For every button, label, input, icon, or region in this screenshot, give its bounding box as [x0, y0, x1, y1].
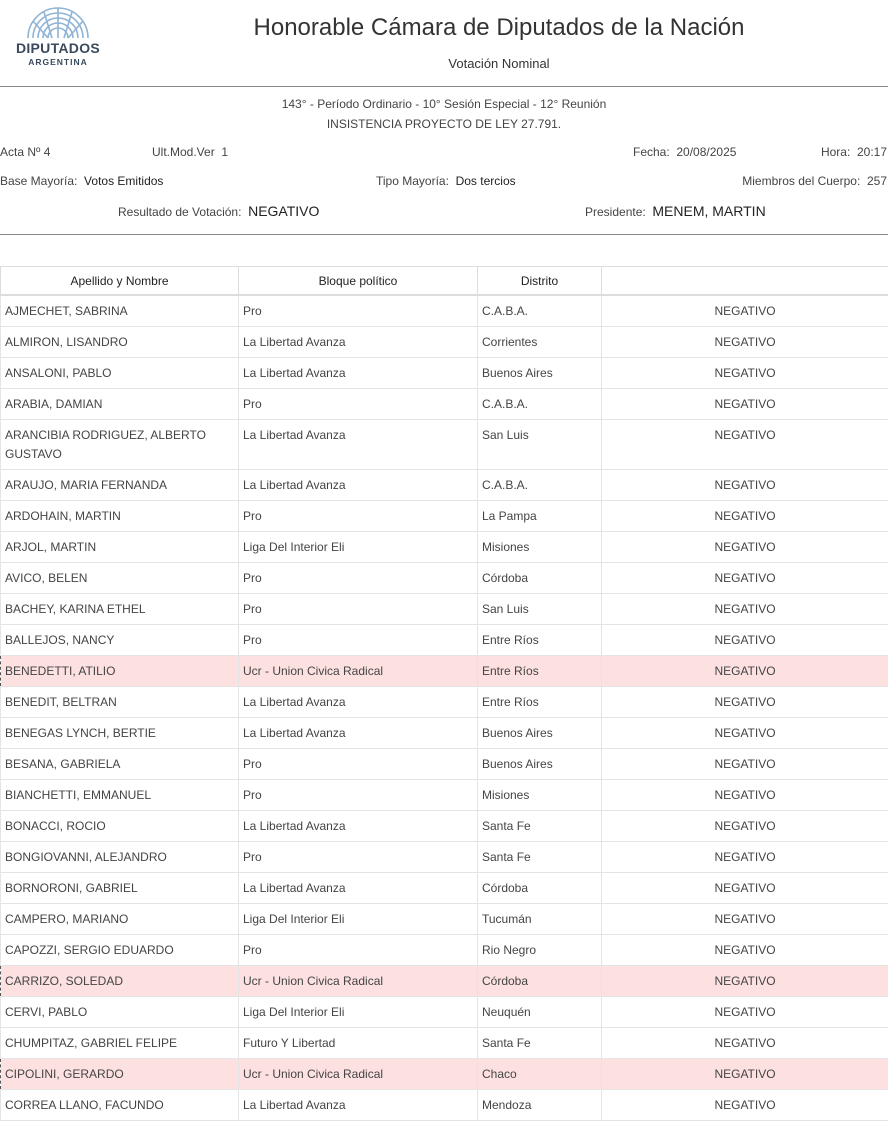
cell-distrito: San Luis: [478, 420, 602, 470]
cell-distrito: Buenos Aires: [478, 749, 602, 780]
cell-bloque: Pro: [239, 935, 478, 966]
cell-distrito: Chaco: [478, 1059, 602, 1090]
cell-bloque: Liga Del Interior Eli: [239, 904, 478, 935]
cell-distrito: C.A.B.A.: [478, 389, 602, 420]
cell-distrito: Tucumán: [478, 904, 602, 935]
table-row: [1, 295, 888, 327]
tipo-mayoria: [376, 174, 516, 188]
cell-distrito: Entre Ríos: [478, 625, 602, 656]
table-row: [1, 389, 888, 420]
presidente-value: MENEM, MARTIN: [652, 203, 765, 219]
tipo-mayoria-label: Tipo Mayoría:: [376, 174, 449, 188]
cell-distrito: Rio Negro: [478, 935, 602, 966]
cell-nombre: AJMECHET, SABRINA: [1, 295, 239, 327]
table-row: [1, 873, 888, 904]
cell-bloque: La Libertad Avanza: [239, 811, 478, 842]
cell-voto: NEGATIVO: [602, 656, 888, 687]
cell-voto: NEGATIVO: [602, 532, 888, 563]
cell-nombre: ALMIRON, LISANDRO: [1, 327, 239, 358]
table-row: [1, 904, 888, 935]
cell-nombre: CIPOLINI, GERARDO: [1, 1059, 239, 1090]
presidente: [585, 203, 766, 219]
tipo-mayoria-value: Dos tercios: [456, 174, 516, 188]
cell-nombre: BACHEY, KARINA ETHEL: [1, 594, 239, 625]
table-header-row: [1, 267, 888, 296]
cell-bloque: Ucr - Union Civica Radical: [239, 656, 478, 687]
cell-bloque: Pro: [239, 594, 478, 625]
cell-voto: NEGATIVO: [602, 1090, 888, 1121]
meta-divider: [0, 234, 888, 235]
base-mayoria: [0, 174, 163, 188]
cell-voto: NEGATIVO: [602, 295, 888, 327]
table-row: [1, 997, 888, 1028]
miembros-value: 257: [867, 174, 887, 188]
cell-voto: NEGATIVO: [602, 625, 888, 656]
logo-text-diputados: DIPUTADOS: [14, 40, 102, 56]
header-divider: [0, 86, 888, 87]
table-row: [1, 501, 888, 532]
table-row: [1, 1059, 888, 1090]
cell-voto: NEGATIVO: [602, 780, 888, 811]
cell-distrito: La Pampa: [478, 501, 602, 532]
fecha-label: Fecha:: [633, 145, 670, 159]
hora: [821, 145, 887, 159]
cell-voto: NEGATIVO: [602, 873, 888, 904]
table-row: [1, 687, 888, 718]
table-row: [1, 470, 888, 501]
cell-distrito: C.A.B.A.: [478, 295, 602, 327]
table-row: [1, 594, 888, 625]
header-distrito: Distrito: [478, 267, 602, 296]
cell-distrito: Mendoza: [478, 1090, 602, 1121]
cell-voto: NEGATIVO: [602, 470, 888, 501]
base-mayoria-label: Base Mayoría:: [0, 174, 77, 188]
miembros-cuerpo: [742, 174, 887, 188]
page-title: Honorable Cámara de Diputados de la Nación: [110, 14, 888, 42]
table-row: [1, 358, 888, 389]
cell-voto: NEGATIVO: [602, 966, 888, 997]
table-row: [1, 966, 888, 997]
miembros-label: Miembros del Cuerpo:: [742, 174, 860, 188]
table-row: [1, 1090, 888, 1121]
cell-nombre: BENEDETTI, ATILIO: [1, 656, 239, 687]
table-row: [1, 327, 888, 358]
resultado-value: NEGATIVO: [248, 203, 319, 219]
cell-bloque: Pro: [239, 625, 478, 656]
cell-distrito: C.A.B.A.: [478, 470, 602, 501]
cell-bloque: Ucr - Union Civica Radical: [239, 1059, 478, 1090]
cell-nombre: BONACCI, ROCIO: [1, 811, 239, 842]
hora-label: Hora:: [821, 145, 850, 159]
cell-bloque: Pro: [239, 389, 478, 420]
cell-bloque: La Libertad Avanza: [239, 358, 478, 389]
cell-voto: NEGATIVO: [602, 842, 888, 873]
cell-voto: NEGATIVO: [602, 358, 888, 389]
cell-voto: NEGATIVO: [602, 718, 888, 749]
cell-bloque: Futuro Y Libertad: [239, 1028, 478, 1059]
hora-value: 20:17: [857, 145, 887, 159]
cell-nombre: BALLEJOS, NANCY: [1, 625, 239, 656]
cell-distrito: Entre Ríos: [478, 687, 602, 718]
cell-bloque: La Libertad Avanza: [239, 718, 478, 749]
cell-nombre: CARRIZO, SOLEDAD: [1, 966, 239, 997]
cell-nombre: CHUMPITAZ, GABRIEL FELIPE: [1, 1028, 239, 1059]
cell-nombre: ARJOL, MARTIN: [1, 532, 239, 563]
cell-nombre: BENEGAS LYNCH, BERTIE: [1, 718, 239, 749]
cell-bloque: La Libertad Avanza: [239, 420, 478, 470]
cell-nombre: ARABIA, DAMIAN: [1, 389, 239, 420]
cell-bloque: La Libertad Avanza: [239, 873, 478, 904]
cell-nombre: AVICO, BELEN: [1, 563, 239, 594]
cell-distrito: Córdoba: [478, 966, 602, 997]
cell-voto: NEGATIVO: [602, 563, 888, 594]
cell-distrito: San Luis: [478, 594, 602, 625]
cell-bloque: La Libertad Avanza: [239, 1090, 478, 1121]
base-mayoria-value: Votos Emitidos: [84, 174, 163, 188]
cell-distrito: Santa Fe: [478, 842, 602, 873]
ult-mod-ver: [152, 145, 228, 159]
cell-voto: NEGATIVO: [602, 327, 888, 358]
cell-voto: NEGATIVO: [602, 420, 888, 470]
cell-voto: NEGATIVO: [602, 811, 888, 842]
table-row: [1, 420, 888, 470]
cell-nombre: CORREA LLANO, FACUNDO: [1, 1090, 239, 1121]
cell-voto: NEGATIVO: [602, 687, 888, 718]
table-row: [1, 842, 888, 873]
cell-nombre: BORNORONI, GABRIEL: [1, 873, 239, 904]
fecha-value: 20/08/2025: [676, 145, 736, 159]
cell-nombre: BESANA, GABRIELA: [1, 749, 239, 780]
cell-distrito: Buenos Aires: [478, 358, 602, 389]
vote-rows: [1, 295, 888, 1121]
cell-bloque: Liga Del Interior Eli: [239, 997, 478, 1028]
table-row: [1, 811, 888, 842]
cell-nombre: CAMPERO, MARIANO: [1, 904, 239, 935]
cell-nombre: BIANCHETTI, EMMANUEL: [1, 780, 239, 811]
header-voto: [602, 267, 888, 296]
cell-distrito: Entre Ríos: [478, 656, 602, 687]
cell-distrito: Misiones: [478, 532, 602, 563]
cell-distrito: Santa Fe: [478, 1028, 602, 1059]
cell-bloque: La Libertad Avanza: [239, 327, 478, 358]
cell-bloque: Pro: [239, 842, 478, 873]
cell-distrito: Córdoba: [478, 563, 602, 594]
cell-bloque: Pro: [239, 501, 478, 532]
cell-distrito: Misiones: [478, 780, 602, 811]
session-info: 143° - Período Ordinario - 10° Sesión Especial - 12° Reunión: [0, 97, 888, 111]
cell-nombre: ARDOHAIN, MARTIN: [1, 501, 239, 532]
table-row: [1, 935, 888, 966]
cell-voto: NEGATIVO: [602, 501, 888, 532]
page-subtitle: Votación Nominal: [110, 56, 888, 71]
cell-nombre: CAPOZZI, SERGIO EDUARDO: [1, 935, 239, 966]
table-row: [1, 1028, 888, 1059]
cell-voto: NEGATIVO: [602, 594, 888, 625]
header-bloque-politico: Bloque político: [239, 267, 478, 296]
cell-nombre: ANSALONI, PABLO: [1, 358, 239, 389]
cell-voto: NEGATIVO: [602, 389, 888, 420]
cell-distrito: Santa Fe: [478, 811, 602, 842]
table-row: [1, 749, 888, 780]
table-row: [1, 563, 888, 594]
cell-distrito: Corrientes: [478, 327, 602, 358]
cell-distrito: Córdoba: [478, 873, 602, 904]
ult-mod-value: 1: [221, 145, 228, 159]
votes-table: [0, 266, 888, 1121]
table-row: [1, 625, 888, 656]
presidente-label: Presidente:: [585, 205, 646, 219]
cell-nombre: BONGIOVANNI, ALEJANDRO: [1, 842, 239, 873]
session-subject: INSISTENCIA PROYECTO DE LEY 27.791.: [0, 117, 888, 131]
cell-voto: NEGATIVO: [602, 935, 888, 966]
cell-nombre: BENEDIT, BELTRAN: [1, 687, 239, 718]
cell-voto: NEGATIVO: [602, 997, 888, 1028]
ult-mod-label: Ult.Mod.Ver: [152, 145, 215, 159]
cell-bloque: Liga Del Interior Eli: [239, 532, 478, 563]
cell-bloque: Pro: [239, 563, 478, 594]
cell-nombre: ARANCIBIA RODRIGUEZ, ALBERTO GUSTAVO: [1, 420, 239, 470]
cell-voto: NEGATIVO: [602, 749, 888, 780]
cell-voto: NEGATIVO: [602, 1028, 888, 1059]
cell-nombre: ARAUJO, MARIA FERNANDA: [1, 470, 239, 501]
cell-voto: NEGATIVO: [602, 1059, 888, 1090]
resultado-label: Resultado de Votación:: [118, 205, 241, 219]
cell-voto: NEGATIVO: [602, 904, 888, 935]
header-apellido-nombre: Apellido y Nombre: [1, 267, 239, 296]
table-row: [1, 656, 888, 687]
table-row: [1, 780, 888, 811]
acta-number: Acta Nº 4: [0, 145, 50, 159]
diputados-logo: [14, 6, 102, 68]
logo-text-argentina: ARGENTINA: [14, 57, 102, 67]
cell-bloque: La Libertad Avanza: [239, 470, 478, 501]
resultado-votacion: [118, 203, 319, 219]
cell-bloque: Ucr - Union Civica Radical: [239, 966, 478, 997]
cell-nombre: CERVI, PABLO: [1, 997, 239, 1028]
table-row: [1, 532, 888, 563]
fecha: [633, 145, 736, 159]
cell-bloque: Pro: [239, 295, 478, 327]
table-row: [1, 718, 888, 749]
cell-distrito: Buenos Aires: [478, 718, 602, 749]
congress-dome-icon: [24, 6, 92, 40]
cell-bloque: Pro: [239, 749, 478, 780]
cell-bloque: Pro: [239, 780, 478, 811]
cell-bloque: La Libertad Avanza: [239, 687, 478, 718]
cell-distrito: Neuquén: [478, 997, 602, 1028]
